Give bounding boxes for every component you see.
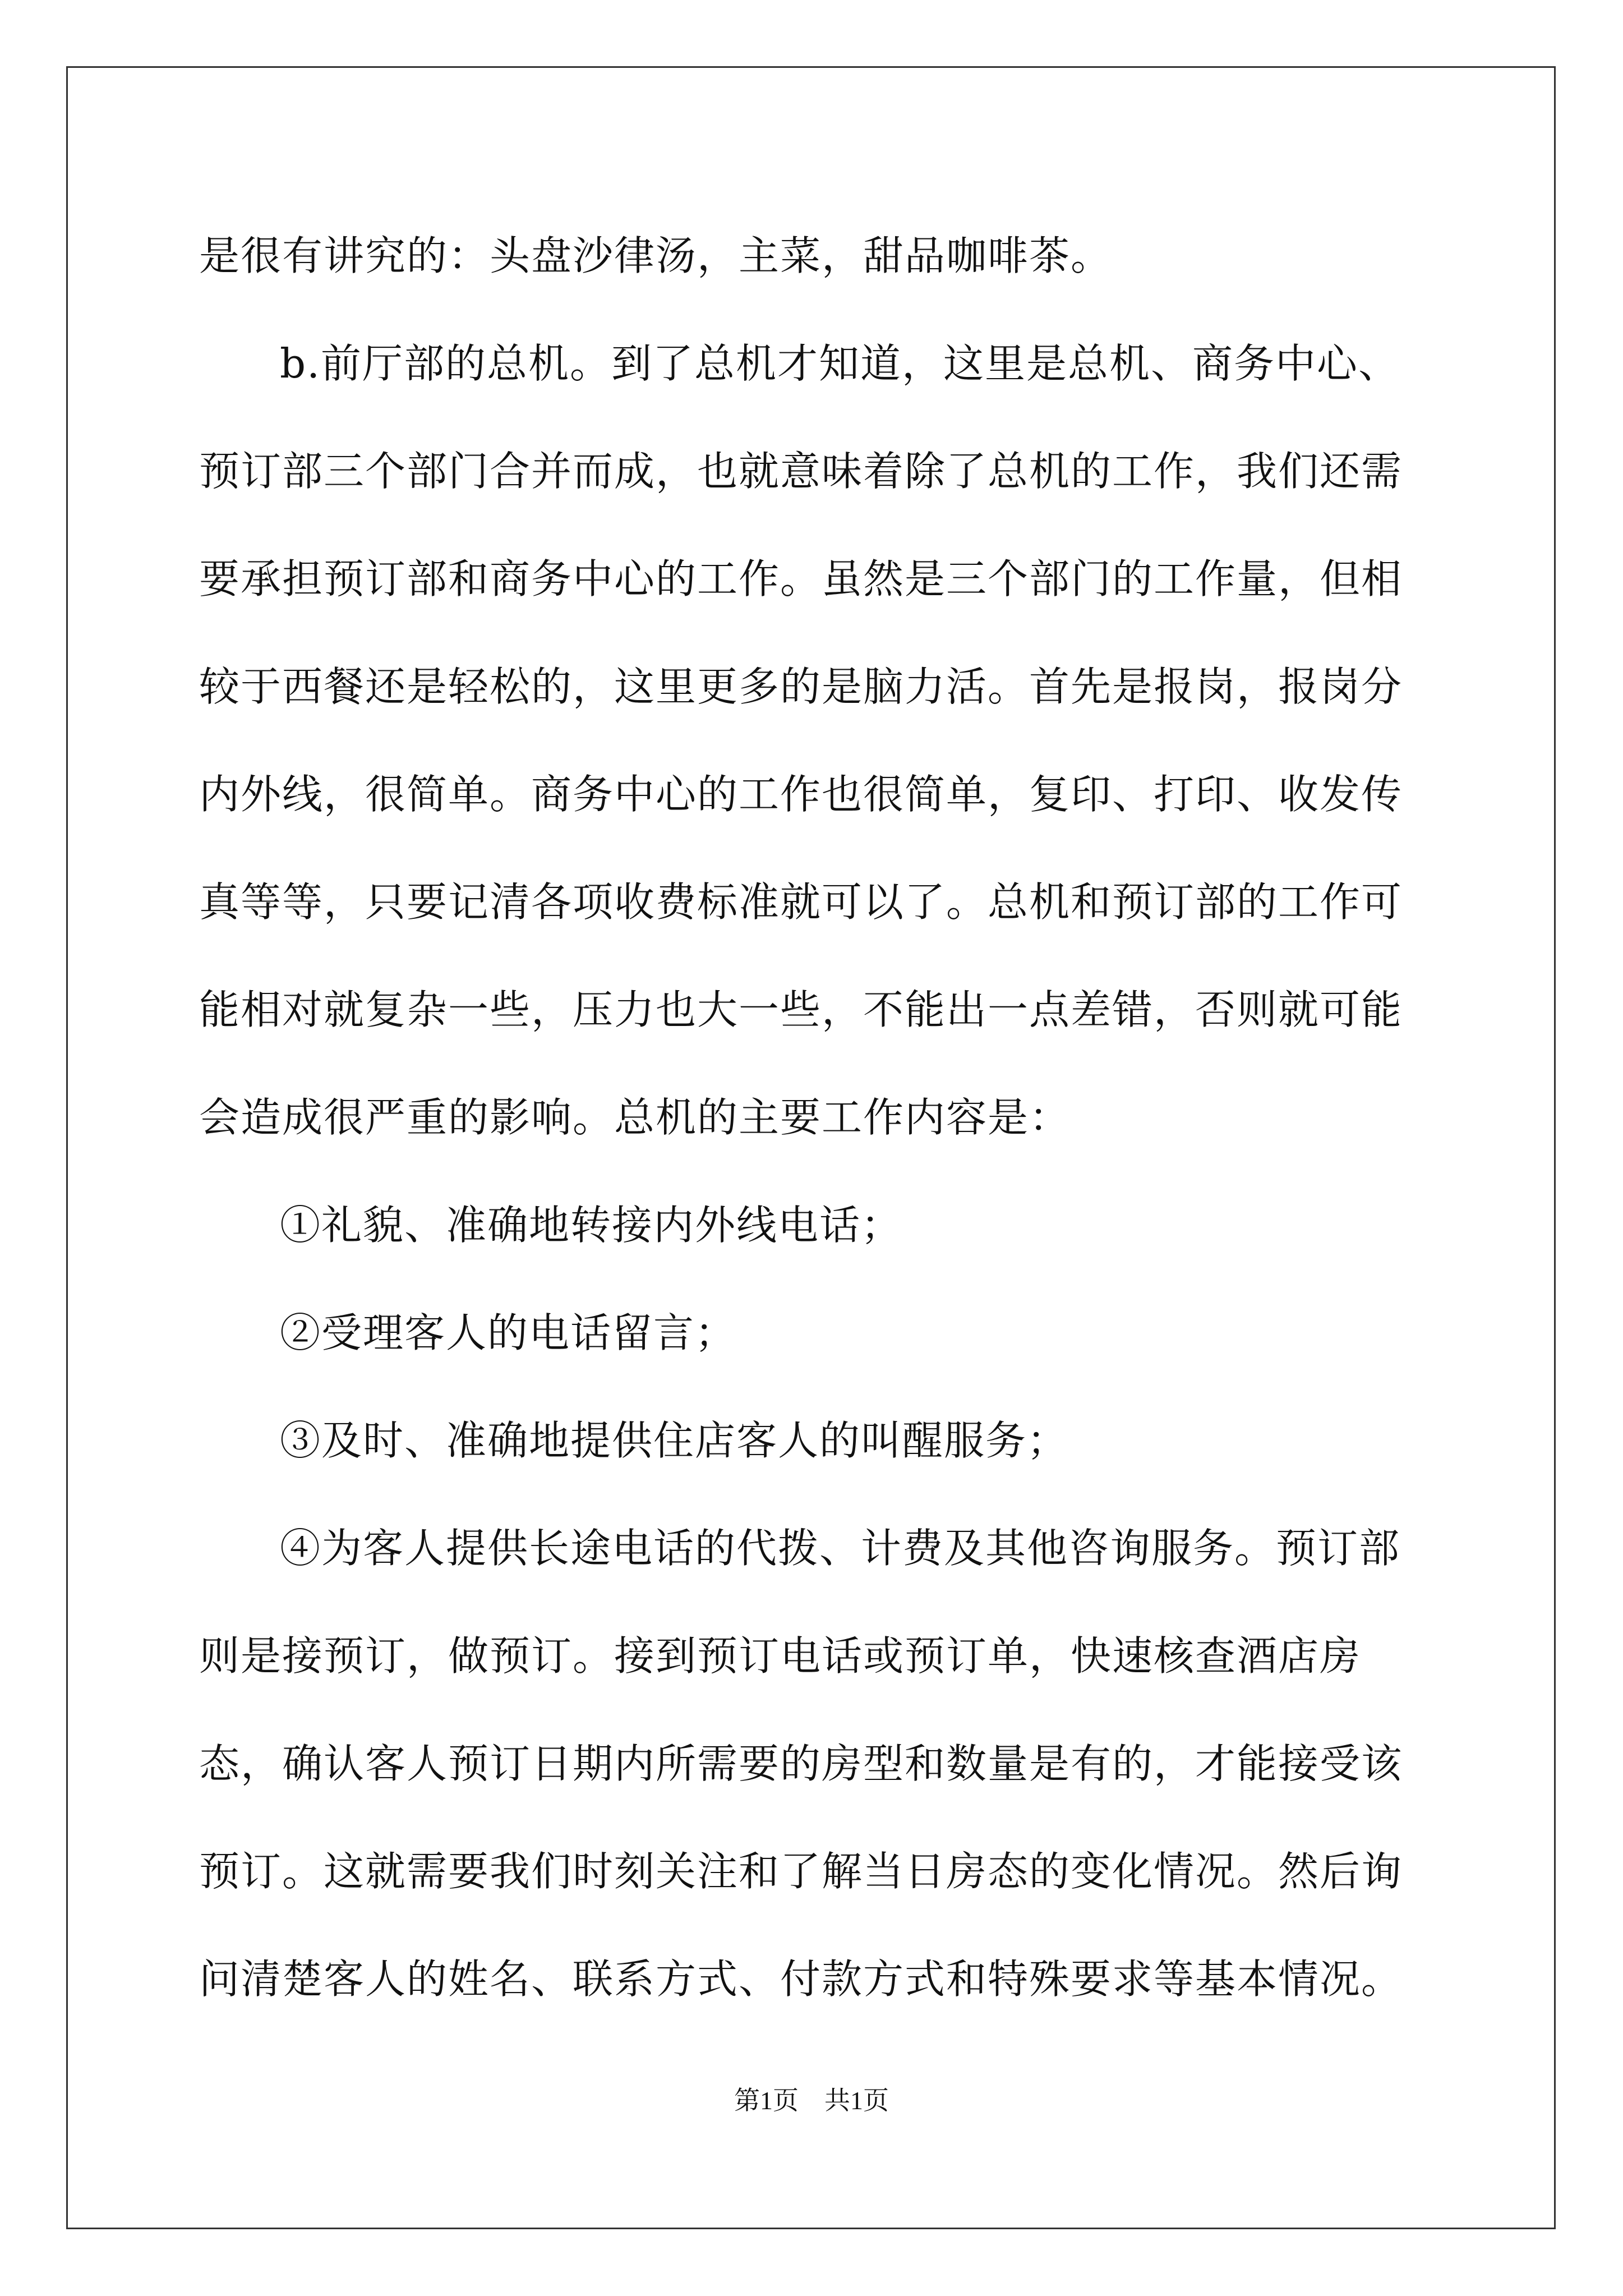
page-footer (0, 2084, 1623, 2118)
page-number: 第1页 (734, 2086, 799, 2115)
paragraph-1: 是很有讲究的：头盘沙律汤，主菜，甜品咖啡茶。 (199, 232, 1113, 279)
page-count: 共1页 (824, 2086, 889, 2115)
list-item-2: ②受理客人的电话留言； (280, 1309, 737, 1356)
paragraph-2: b.前厅部的总机。到了总机才知道，这里是总机、商务中心、预订部三个部门合并而成，也就意味着除了总机的工作，我们还需要承担预订部和商务中心的工作。虽然是三个部门的工作量，但相较于西餐还是轻松的，这里更多的是脑力活。首先是报岗，报岗分内外线，很简单。商务中心的工作也很简单，复印、打印、收发传真等等，只要记清各项收费标准就可以了。总机和预订部的工作可能相对就复杂一些，压力也大一些，不能出一点差错，否则就可能会造成很严重的影响。总机的主要工作内容是： (199, 340, 1403, 1141)
list-item-3: ③及时、准确地提供住店客人的叫醒服务； (280, 1417, 1069, 1464)
document-body (199, 202, 1427, 2033)
list-item-4: ④为客人提供长途电话的代拨、计费及其他咨询服务。预订部则是接预订，做预订。接到预订电话或预订单，快速核查酒店房态，确认客人预订日期内所需要的房型和数量是有的，才能接受该预订。这就需要我们时刻关注和了解当日房态的变化情况。然后询问清楚客人的姓名、联系方式、付款方式和特殊要求等基本情况。 (199, 1525, 1403, 2003)
list-item-1: ①礼貌、准确地转接内外线电话； (280, 1202, 903, 1249)
